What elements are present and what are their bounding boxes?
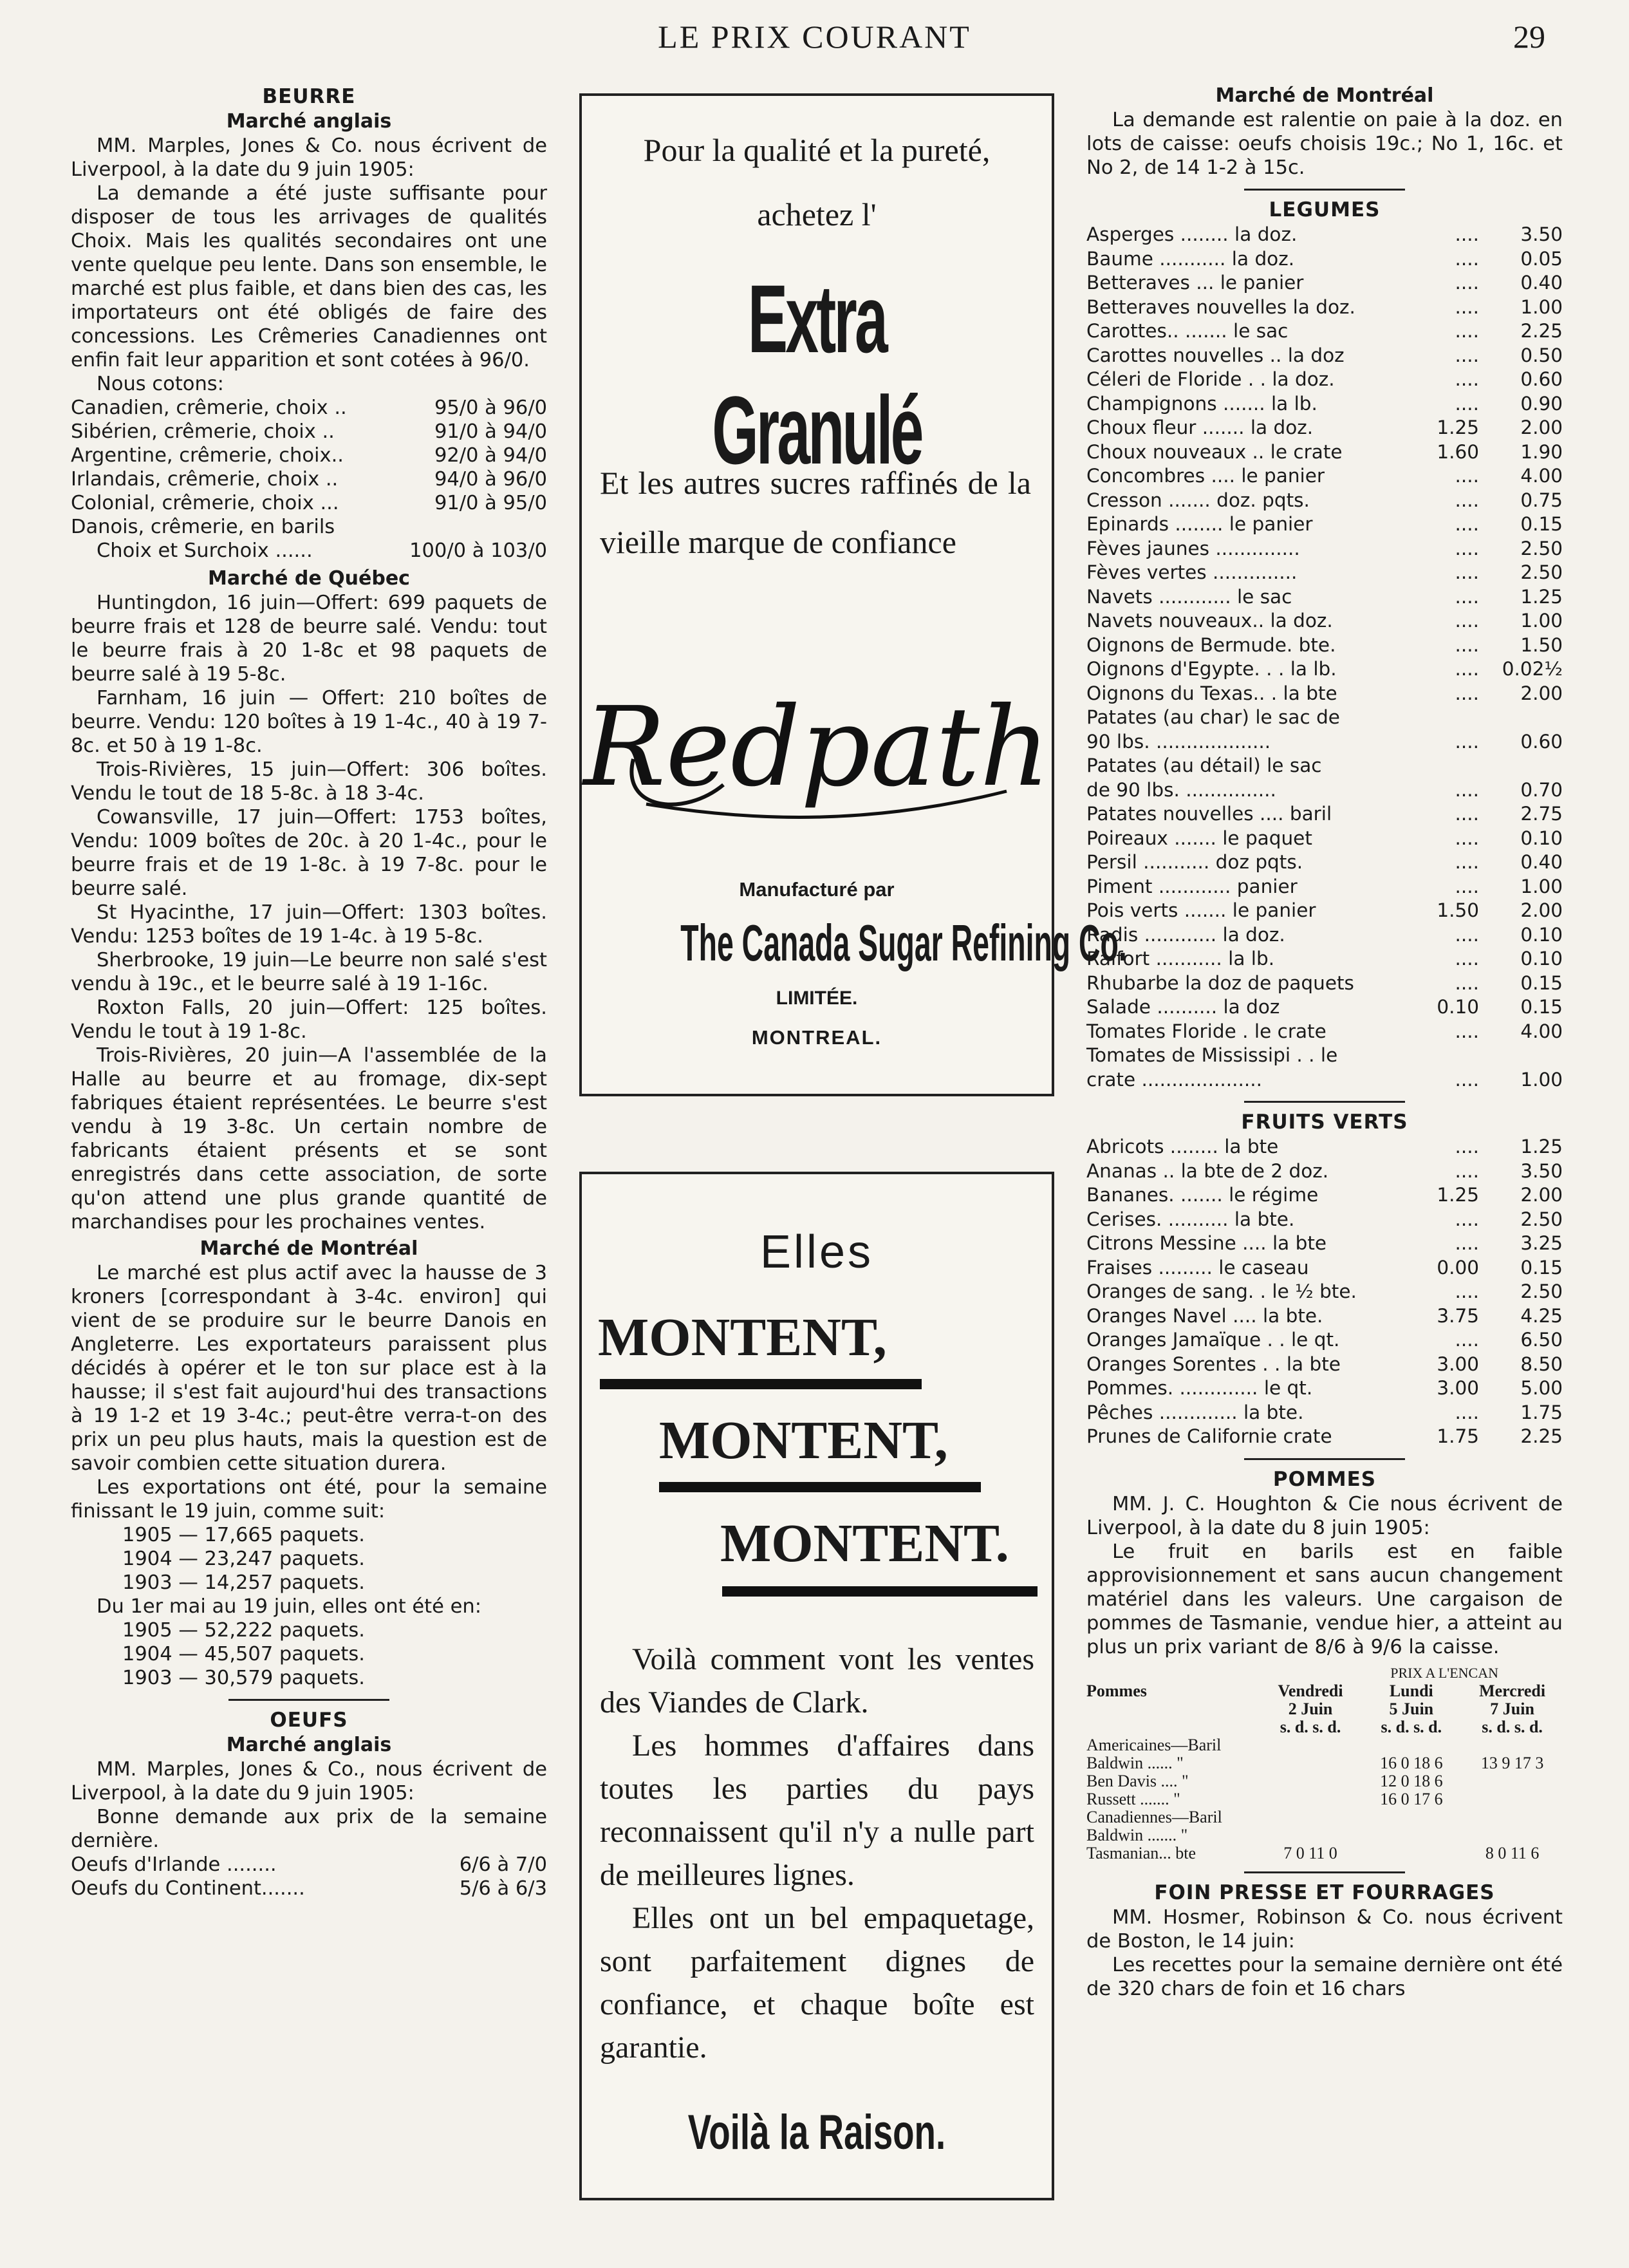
price-row: Choux nouveaux .. le crate 1.60 1.90 bbox=[1086, 440, 1563, 463]
quebec-paragraph: Sherbrooke, 19 juin—Le beurre non salé s'est vendu à 19c., et le beurre salé à 19 1-16c. bbox=[71, 949, 547, 995]
beurre-heading: BEURRE bbox=[262, 85, 356, 108]
price-row: Choux fleur ....... la doz. 1.25 2.00 bbox=[1086, 417, 1563, 438]
price-row: Champignons ....... la lb. .... 0.90 bbox=[1086, 392, 1563, 415]
oeufs-row: Oeufs d'Irlande ........ 6/6 à 7/0 bbox=[71, 1853, 547, 1876]
clark-advertisement bbox=[579, 1172, 1054, 2200]
encan-header-date: 2 Juin 5 Juin 7 Juin bbox=[1288, 1699, 1534, 1718]
encan-caption: PRIX A L'ENCAN bbox=[1390, 1664, 1498, 1681]
ad1-line1: Pour la qualité et la pureté, bbox=[643, 132, 991, 168]
price-row: Epinards ........ le panier .... 0.15 bbox=[1086, 513, 1563, 535]
encan-row: Ben Davis .... " 12 0 18 6 bbox=[1086, 1771, 1443, 1790]
price-row: Rhubarbe la doz de paquets .... 0.15 bbox=[1086, 971, 1563, 994]
ad2-montent-2: MONTENT, bbox=[659, 1410, 948, 1470]
cote-row: Irlandais, crêmerie, choix .. 94/0 à 96/0 bbox=[71, 468, 547, 491]
redpath-logo-text: Redpath bbox=[583, 684, 1050, 811]
price-row: Asperges ........ la doz. .... 3.50 bbox=[1086, 223, 1563, 245]
quebec-paragraph: Trois-Rivières, 15 juin—Offert: 306 boîtes. Vendu le tout de 18 5-8c. à 18 3-4c. bbox=[71, 758, 547, 805]
oeufs-montreal-text: La demande est ralentie on paie à la doz. en lots de caisse: oeufs choisis 19c.; No 1, 16c. et No 2, de 14 1-2 à 15c. bbox=[1086, 109, 1563, 179]
price-row: Carottes nouvelles .. la doz .... 0.50 bbox=[1086, 344, 1563, 366]
ad1-product: Extra Granulé bbox=[712, 265, 922, 484]
price-row: Oranges de sang. . le ½ bte. .... 2.50 bbox=[1086, 1280, 1563, 1302]
pommes-heading: POMMES bbox=[1272, 1467, 1377, 1491]
encan-row: Baldwin ....... " bbox=[1086, 1825, 1188, 1844]
section-divider bbox=[228, 1699, 389, 1701]
quebec-paragraph: Huntingdon, 16 juin—Offert: 699 paquets de beurre frais et 128 de beurre salé. Vendu: tout le beurre frais à 20 1-8c et 98 paquets de beurre salé à 19 5-8c. bbox=[71, 592, 547, 686]
section-divider bbox=[1244, 1101, 1405, 1103]
beurre-anglais-intro: MM. Marples, Jones & Co. nous écrivent de Liverpool, à la date du 9 juin 1905: bbox=[71, 135, 547, 181]
price-row: 90 lbs. ................... .... 0.60 bbox=[1086, 730, 1563, 753]
price-row: Oignons du Texas.. . la bte .... 2.00 bbox=[1086, 682, 1563, 704]
price-row: Piment ............ panier .... 1.00 bbox=[1086, 875, 1563, 897]
price-row: Bananes. ....... le régime 1.25 2.00 bbox=[1086, 1184, 1563, 1206]
ad2-bar-3 bbox=[722, 1586, 1038, 1597]
foin-intro: MM. Hosmer, Robinson & Co. nous écrivent de Boston, le 14 juin: bbox=[1086, 1906, 1563, 1953]
price-row: Prunes de Californie crate 1.75 2.25 bbox=[1086, 1425, 1563, 1447]
price-row: Persil ........... doz pqts. .... 0.40 bbox=[1086, 851, 1563, 873]
quebec-paragraph: Roxton Falls, 20 juin—Offert: 125 boîtes. Vendu le tout à 19 1-8c. bbox=[71, 997, 547, 1043]
ad1-line2: achetez l' bbox=[757, 196, 877, 232]
cote-row: Colonial, crêmerie, choix ... 91/0 à 95/0 bbox=[71, 492, 547, 514]
quebec-paragraph: St Hyacinthe, 17 juin—Offert: 1303 boîtes. Vendu: 1253 boîtes de 19 1-4c. à 19 5-8c. bbox=[71, 901, 547, 948]
price-row: Pois verts ....... le panier 1.50 2.00 bbox=[1086, 899, 1563, 921]
price-row: Carottes.. ....... le sac .... 2.25 bbox=[1086, 320, 1563, 342]
export-text: Les exportations ont été, pour la semaine finissant le 19 juin, comme suit: bbox=[71, 1476, 547, 1523]
price-row: Salade .......... la doz 0.10 0.15 bbox=[1086, 996, 1563, 1018]
section-divider bbox=[1244, 1458, 1405, 1460]
quebec-heading: Marché de Québec bbox=[208, 567, 410, 590]
price-row: Pêches ............. la bte. .... 1.75 bbox=[1086, 1401, 1563, 1423]
price-row: Oranges Navel .... la bte. 3.75 4.25 bbox=[1086, 1304, 1563, 1327]
right-column bbox=[1086, 84, 1563, 2001]
price-row: Baume ........... la doz. .... 0.05 bbox=[1086, 247, 1563, 270]
ad2-montent-1: MONTENT, bbox=[598, 1307, 887, 1367]
price-row: Radis ............ la doz. .... 0.10 bbox=[1086, 923, 1563, 946]
list-item: 1903 — 30,579 paquets. bbox=[122, 1667, 365, 1689]
pommes-intro: MM. J. C. Houghton & Cie nous écrivent de Liverpool, à la date du 8 juin 1905: bbox=[1086, 1492, 1563, 1539]
encan-row: Americaines—Baril bbox=[1086, 1735, 1222, 1754]
masthead-title: LE PRIX COURANT bbox=[658, 19, 971, 55]
price-row: Fèves vertes .............. .... 2.50 bbox=[1086, 561, 1563, 583]
redpath-advertisement bbox=[579, 93, 1127, 1096]
encan-table bbox=[1086, 1664, 1563, 1862]
encan-row: Russett ....... " 16 0 17 6 bbox=[1086, 1789, 1443, 1808]
ad1-limited: LIMITÉE. bbox=[776, 988, 858, 1009]
export-since-list bbox=[122, 1618, 547, 1690]
price-row: Tomates de Mississipi . . le bbox=[1086, 1044, 1338, 1066]
cotes-list bbox=[71, 396, 547, 515]
price-row: Abricots ........ la bte .... 1.25 bbox=[1086, 1136, 1563, 1157]
cotons-label: Nous cotons: bbox=[97, 373, 224, 395]
quebec-paragraph: Farnham, 16 juin — Offert: 210 boîtes de beurre. Vendu: 120 boîtes à 19 1-4c., 40 à 19 7-8c. et 50 à 19 1-8c. bbox=[71, 687, 547, 757]
left-column bbox=[71, 84, 547, 1900]
fruits-heading: FRUITS VERTS bbox=[1241, 1111, 1408, 1134]
redpath-logo bbox=[583, 662, 1050, 856]
ad1-manufactured: Manufacturé par bbox=[739, 878, 895, 901]
encan-row: Canadiennes—Baril bbox=[1086, 1807, 1222, 1826]
price-row: Ananas .. la bte de 2 doz. .... 3.50 bbox=[1086, 1159, 1563, 1182]
oeufs-heading: OEUFS bbox=[270, 1709, 348, 1732]
legumes-table bbox=[1086, 223, 1563, 1092]
beurre-montreal-heading: Marché de Montréal bbox=[200, 1237, 418, 1260]
price-row: Citrons Messine .... la bte .... 3.25 bbox=[1086, 1232, 1563, 1254]
encan-header-unit: s. d. s. d. s. d. s. d. s. d. s. d. bbox=[1280, 1717, 1543, 1736]
price-row: Concombres .... le panier .... 4.00 bbox=[1086, 465, 1563, 487]
cote-row: Sibérien, crêmerie, choix .. 91/0 à 94/0 bbox=[71, 420, 547, 443]
encan-row: Baldwin ...... " 16 0 18 6 13 9 17 3 bbox=[1086, 1753, 1544, 1772]
beurre-anglais-text: La demande a été juste suffisante pour disposer de tous les arrivages de qualités Choix. Mais les qualités secondaires ont une vente quelque peu lente. Dans son ensemble, le marché est plus faible, et dans bien des cas, les importateurs ont été obligés de faire des concessions. Les Crêmeries Canadiennes ont enfin fait leur apparition et sont cotées à 96/0. bbox=[71, 182, 547, 371]
list-item: 1905 — 17,665 paquets. bbox=[122, 1524, 365, 1546]
price-row: Betteraves nouvelles la doz. .... 1.00 bbox=[1086, 295, 1563, 318]
price-row: Patates (au détail) le sac bbox=[1086, 754, 1322, 776]
price-row: Pommes. ............. le qt. 3.00 5.00 bbox=[1086, 1377, 1563, 1399]
price-row: Navets nouveaux.. la doz. .... 1.00 bbox=[1086, 610, 1563, 632]
pommes-text: Le fruit en barils est en faible approvisionnement et sans aucun changement matériel dans les valeurs. Une cargaison de pommes de Tasmanie, vendue hier, a atteint au plus un prix variant de 8/6 à 9/6 la caisse. bbox=[1086, 1540, 1563, 1658]
price-row: Fraises ......... le caseau 0.00 0.15 bbox=[1086, 1256, 1563, 1279]
price-row: Oranges Sorentes . . la bte 3.00 8.50 bbox=[1086, 1353, 1563, 1375]
cote-row: Argentine, crêmerie, choix.. 92/0 à 94/0 bbox=[71, 444, 547, 467]
ad2-elles: Elles bbox=[759, 1226, 874, 1278]
section-divider bbox=[1244, 1871, 1405, 1873]
price-row: Oignons d'Egypte. . . la lb. .... 0.02½ bbox=[1086, 658, 1563, 680]
list-item: 1904 — 45,507 paquets. bbox=[122, 1643, 365, 1665]
encan-row: Tasmanian... bte 7 0 11 0 8 0 11 6 bbox=[1086, 1843, 1540, 1862]
legumes-heading: LEGUMES bbox=[1269, 198, 1381, 221]
foin-text: Les recettes pour la semaine dernière ont été de 320 chars de foin et 16 chars bbox=[1086, 1953, 1563, 2000]
oeufs-row: Oeufs du Continent....... 5/6 à 6/3 bbox=[71, 1877, 547, 1900]
quebec-paragraph: Cowansville, 17 juin—Offert: 1753 boîtes, Vendu: 1009 boîtes de 20c. à 20 1-4c., pour le beurre frais et de 19 1-8c. à 19 7-8c. pour le beurre salé. bbox=[71, 806, 547, 900]
price-row: Patates nouvelles .... baril .... 2.75 bbox=[1086, 803, 1563, 825]
ad2-paragraph: Les hommes d'affaires dans toutes les parties du pays reconnaissent qu'il n'y a nulle part de meilleures lignes. bbox=[600, 1729, 1034, 1892]
danois-label: Danois, crêmerie, en barils bbox=[71, 516, 335, 538]
oeufs-text: Bonne demande aux prix de la semaine dernière. bbox=[71, 1806, 547, 1852]
price-row: Raifort ........... la lb. .... 0.10 bbox=[1086, 948, 1563, 970]
section-divider bbox=[1244, 189, 1405, 191]
price-row: Oranges Jamaïque . . le qt. .... 6.50 bbox=[1086, 1329, 1563, 1351]
beurre-anglais-heading: Marché anglais bbox=[226, 110, 392, 133]
beurre-montreal-text: Le marché est plus actif avec la hausse de 3 kroners [correspondant à 3-4c. environ] qui vient de se produire sur le beurre Danois en Angleterre. Les exportateurs paraissent plus décidés à opérer et le ton sur place est à la hausse; il s'est fait aujourd'hui des transactions à 19 1-2 et 19 3-4c.; peut-être verra-t-on des prix un peu plus hauts, mais la question est de savoir combien cette situation durera. bbox=[71, 1262, 547, 1475]
ad2-text bbox=[600, 1638, 1034, 2069]
cote-row: Canadien, crêmerie, choix .. 95/0 à 96/0 bbox=[71, 397, 547, 419]
price-row: Tomates Floride . le crate .... 4.00 bbox=[1086, 1020, 1563, 1042]
ad1-company: The Canada Sugar Refining Co. bbox=[680, 914, 1127, 971]
price-row: Navets ............ le sac .... 1.25 bbox=[1086, 585, 1563, 608]
price-row: crate .................... .... 1.00 bbox=[1086, 1068, 1563, 1091]
oeufs-anglais-heading: Marché anglais bbox=[226, 1734, 392, 1756]
ad1-city: MONTREAL. bbox=[751, 1026, 882, 1049]
export-week-list bbox=[122, 1523, 547, 1595]
foin-heading: FOIN PRESSE ET FOURRAGES bbox=[1154, 1880, 1495, 1904]
price-row: Poireaux ....... le paquet .... 0.10 bbox=[1086, 827, 1563, 849]
oeufs-intro: MM. Marples, Jones & Co., nous écrivent de Liverpool, à la date du 9 juin 1905: bbox=[71, 1758, 547, 1804]
price-row: Patates (au char) le sac de bbox=[1086, 706, 1340, 728]
ad2-raison: Voilà la Raison. bbox=[687, 2105, 946, 2160]
ad2-bar-1 bbox=[600, 1379, 922, 1389]
list-item: 1904 — 23,247 paquets. bbox=[122, 1548, 365, 1570]
price-row: de 90 lbs. ............... .... 0.70 bbox=[1086, 778, 1563, 801]
fruits-table bbox=[1086, 1135, 1563, 1449]
ad2-paragraph: Voilà comment vont les ventes des Viandes de Clark. bbox=[600, 1642, 1034, 1720]
oeufs-montreal-heading: Marché de Montréal bbox=[1215, 84, 1434, 107]
price-row: Betteraves ... le panier .... 0.40 bbox=[1086, 272, 1563, 294]
price-row: Oignons de Bermude. bte. .... 1.50 bbox=[1086, 633, 1563, 656]
price-row: Fèves jaunes .............. .... 2.50 bbox=[1086, 537, 1563, 559]
page-number: 29 bbox=[1513, 19, 1545, 55]
list-item: 1905 — 52,222 paquets. bbox=[122, 1619, 365, 1642]
masthead bbox=[0, 13, 1629, 58]
danois-row: Choix et Surchoix ...... 100/0 à 103/0 bbox=[97, 539, 547, 562]
encan-rows bbox=[1086, 1736, 1563, 1862]
encan-header-day: Pommes Vendredi Lundi Mercredi bbox=[1086, 1681, 1546, 1700]
price-row: Cerises. .......... la bte. .... 2.50 bbox=[1086, 1208, 1563, 1230]
encan-col0: Pommes bbox=[1086, 1681, 1147, 1700]
list-item: 1903 — 14,257 paquets. bbox=[122, 1571, 365, 1594]
ad2-montent-3: MONTENT. bbox=[720, 1514, 1009, 1573]
export-since-text: Du 1er mai au 19 juin, elles ont été en: bbox=[97, 1595, 481, 1618]
ad1-text: Et les autres sucres raffinés de la vieille marque de confiance bbox=[600, 465, 1031, 560]
price-row: Céleri de Floride . . la doz. .... 0.60 bbox=[1086, 368, 1563, 390]
ad2-paragraph: Elles ont un bel empaquetage, sont parfaitement dignes de confiance, et chaque boîte est garantie. bbox=[600, 1901, 1034, 2065]
price-row: Cresson ....... doz. pqts. .... 0.75 bbox=[1086, 489, 1563, 511]
quebec-paragraph: Trois-Rivières, 20 juin—A l'assemblée de la Halle au beurre et au fromage, dix-sept fabriques étaient représentées. Le beurre s'est vendu à 19 3-8c. Un certain nombre de fabricants étaient présents et se sont enregistrés dans cette association, de sorte qu'on attend une plus grande quantité de marchandises pour les prochaines ventes. bbox=[71, 1044, 547, 1233]
ad2-bar-2 bbox=[659, 1482, 981, 1492]
